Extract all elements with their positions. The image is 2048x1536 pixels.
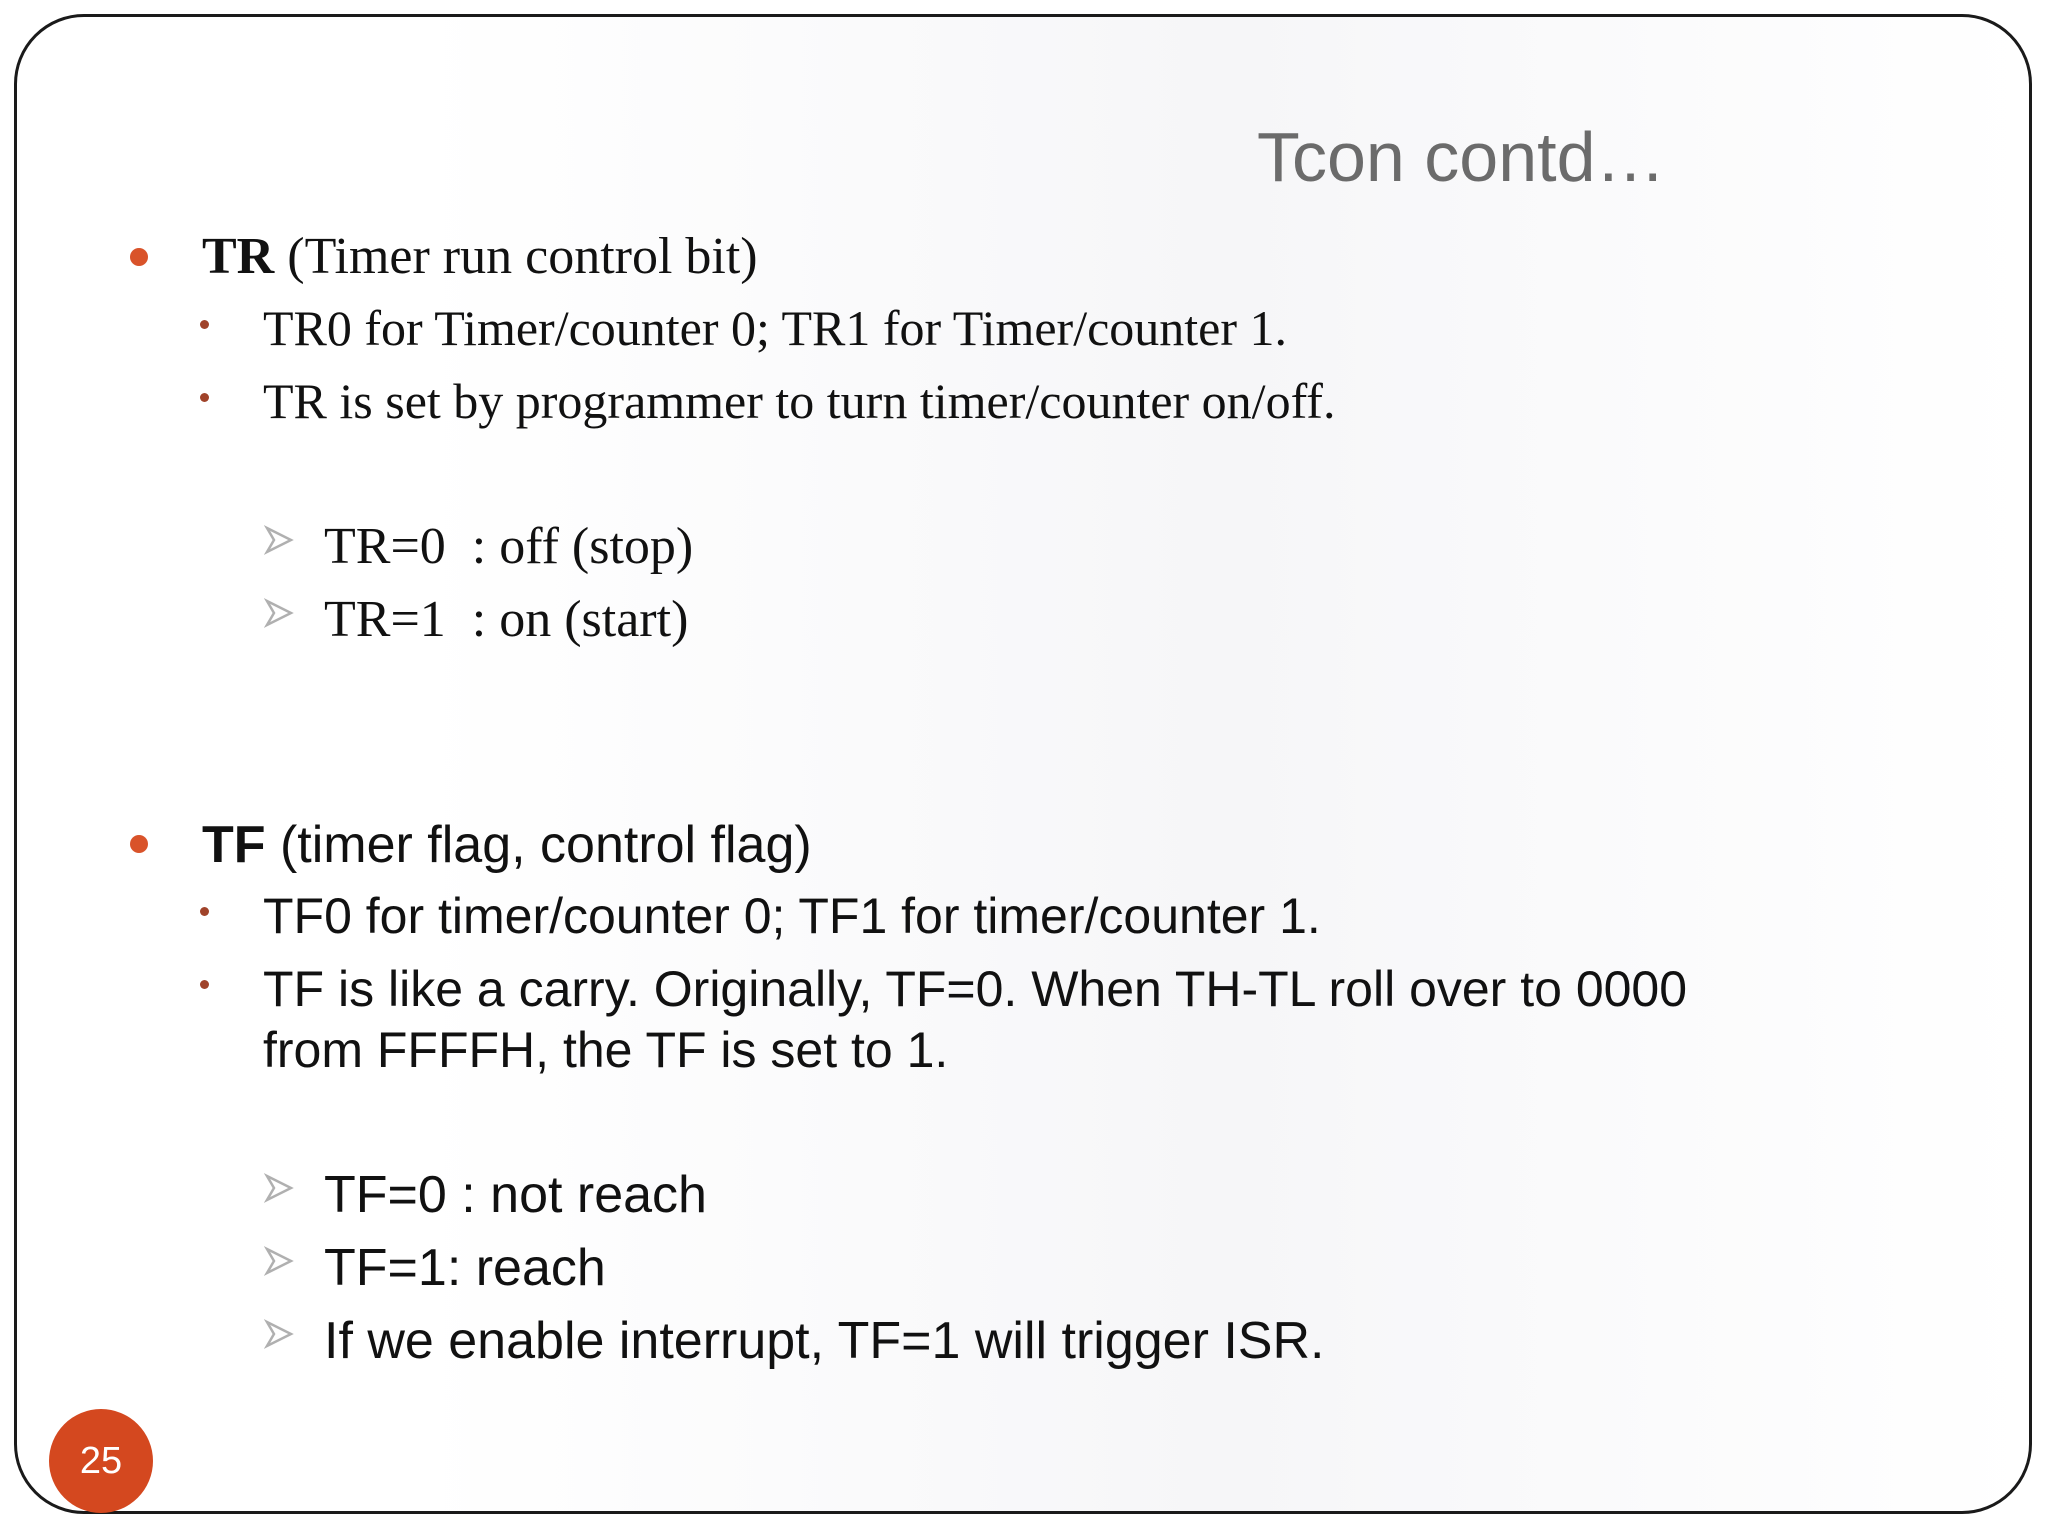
bullet-icon	[200, 320, 209, 329]
arrowhead-icon	[264, 1173, 294, 1203]
slide-title: Tcon contd…	[1257, 118, 1666, 196]
tf-state: If we enable interrupt, TF=1 will trigger ISR.	[324, 1312, 1325, 1370]
tf-point-continuation: from FFFFH, the TF is set to 1.	[263, 1022, 949, 1078]
arrowhead-icon	[264, 525, 294, 555]
arrowhead-icon	[264, 1246, 294, 1276]
tr-point: TR is set by programmer to turn timer/counter on/off.	[263, 373, 1336, 429]
arrowhead-icon	[264, 598, 294, 628]
tr-point: TR0 for Timer/counter 0; TR1 for Timer/counter 1.	[263, 300, 1288, 356]
tf-description: (timer flag, control flag)	[265, 816, 812, 874]
tr-state: TR=0 : off (stop)	[324, 518, 694, 575]
tr-description: (Timer run control bit)	[274, 228, 758, 285]
tr-state: TR=1 : on (start)	[324, 591, 689, 648]
bullet-icon	[130, 248, 148, 266]
bullet-icon	[200, 907, 209, 916]
tf-term: TF	[202, 816, 266, 874]
tf-point: TF0 for timer/counter 0; TF1 for timer/counter 1.	[263, 888, 1321, 944]
page-number-badge: 25	[49, 1409, 153, 1513]
bullet-icon	[200, 980, 209, 989]
bullet-icon	[200, 393, 209, 402]
tf-state: TF=0 : not reach	[324, 1166, 707, 1224]
tf-heading	[202, 815, 812, 875]
bullet-icon	[130, 835, 148, 853]
arrowhead-icon	[264, 1319, 294, 1349]
slide-frame	[14, 14, 2032, 1514]
tf-point: TF is like a carry. Originally, TF=0. When TH-TL roll over to 0000	[263, 961, 1688, 1017]
tr-term: TR	[202, 228, 275, 285]
tr-heading	[202, 227, 758, 286]
tf-state: TF=1: reach	[324, 1239, 606, 1297]
